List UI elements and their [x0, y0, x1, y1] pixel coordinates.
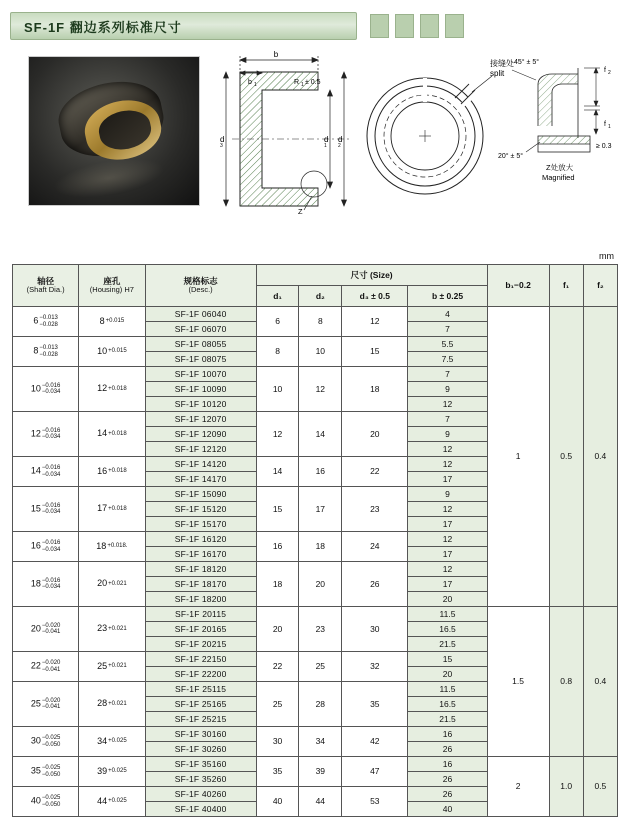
cell-housing: 44 +0.025 [79, 787, 145, 817]
cell-b: 16 [408, 727, 487, 742]
decor-block [370, 14, 389, 38]
svg-text:1: 1 [608, 124, 611, 130]
technical-drawing [200, 48, 630, 216]
cell-shaft-dia: 10 −0.016 −0.034 [13, 367, 79, 412]
header-d1: d₁ [256, 286, 299, 307]
decor-block [420, 14, 439, 38]
cell-designation: SF-1F 18200 [145, 592, 256, 607]
cell-d1: 10 [256, 367, 299, 412]
cell-designation: SF-1F 18170 [145, 577, 256, 592]
cell-d2: 12 [299, 367, 342, 412]
header-housing: 座孔 (Housing) H7 [79, 265, 145, 307]
cell-designation: SF-1F 40400 [145, 802, 256, 817]
cell-d3: 30 [342, 607, 408, 652]
cell-b: 12 [408, 532, 487, 547]
cell-shaft-dia: 6 −0.013 −0.028 [13, 307, 79, 337]
cell-d2: 23 [299, 607, 342, 652]
cell-b: 21.5 [408, 637, 487, 652]
cell-shaft-dia: 20 −0.020 −0.041 [13, 607, 79, 652]
svg-text:f: f [604, 121, 606, 128]
header-d2: d₂ [299, 286, 342, 307]
cell-b: 17 [408, 577, 487, 592]
cell-f2: 0.5 [583, 757, 617, 817]
cell-b: 16 [408, 757, 487, 772]
cell-designation: SF-1F 10070 [145, 367, 256, 382]
cell-d1: 35 [256, 757, 299, 787]
cell-b: 26 [408, 787, 487, 802]
cell-f1: 0.5 [549, 307, 583, 607]
svg-text:45° ± 5°: 45° ± 5° [514, 59, 540, 66]
cell-designation: SF-1F 12090 [145, 427, 256, 442]
cell-housing: 23 +0.021 [79, 607, 145, 652]
cell-f1: 0.8 [549, 607, 583, 757]
cell-designation: SF-1F 18120 [145, 562, 256, 577]
cell-housing: 39 +0.025 [79, 757, 145, 787]
cell-b: 12 [408, 457, 487, 472]
cell-designation: SF-1F 25165 [145, 697, 256, 712]
cell-shaft-dia: 15 −0.016 −0.034 [13, 487, 79, 532]
cell-b: 11.5 [408, 607, 487, 622]
svg-text:R: R [294, 79, 300, 86]
cell-housing: 20 +0.021 [79, 562, 145, 607]
cell-d1: 6 [256, 307, 299, 337]
cell-b: 21.5 [408, 712, 487, 727]
cell-d3: 15 [342, 337, 408, 367]
cell-designation: SF-1F 10090 [145, 382, 256, 397]
cell-designation: SF-1F 22200 [145, 667, 256, 682]
svg-text:2: 2 [608, 70, 611, 76]
cell-designation: SF-1F 30160 [145, 727, 256, 742]
table-row [13, 607, 618, 622]
cell-designation: SF-1F 40260 [145, 787, 256, 802]
cell-d1: 22 [256, 652, 299, 682]
cell-designation: SF-1F 12120 [145, 442, 256, 457]
cell-b: 20 [408, 592, 487, 607]
cell-b: 7.5 [408, 352, 487, 367]
svg-text:1: 1 [254, 82, 257, 88]
cell-d3: 42 [342, 727, 408, 757]
svg-text:Magnified: Magnified [542, 173, 575, 182]
cell-housing: 28 +0.021 [79, 682, 145, 727]
svg-text:f: f [604, 67, 606, 74]
cell-d2: 39 [299, 757, 342, 787]
cell-shaft-dia: 12 −0.016 −0.034 [13, 412, 79, 457]
header-f1: f₁ [549, 265, 583, 307]
cell-shaft-dia: 30 −0.025 −0.050 [13, 727, 79, 757]
cell-shaft-dia: 14 −0.016 −0.034 [13, 457, 79, 487]
bushing-photo [28, 56, 200, 206]
cell-b: 12 [408, 562, 487, 577]
cell-shaft-dia: 22 −0.020 −0.041 [13, 652, 79, 682]
cell-designation: SF-1F 15170 [145, 517, 256, 532]
cell-b1: 1 [487, 307, 549, 607]
cell-designation: SF-1F 12070 [145, 412, 256, 427]
spec-table [12, 264, 618, 817]
cell-shaft-dia: 8 −0.013 −0.028 [13, 337, 79, 367]
header-shaft: 轴径 (Shaft Dia.) [13, 265, 79, 307]
cell-b: 12 [408, 442, 487, 457]
table-row [13, 757, 618, 772]
header-decor-blocks [370, 14, 464, 38]
svg-text:b: b [248, 79, 252, 86]
cell-d3: 12 [342, 307, 408, 337]
svg-text:± 0.5: ± 0.5 [305, 79, 321, 86]
cell-d3: 18 [342, 367, 408, 412]
cell-housing: 8 +0.015 [79, 307, 145, 337]
cell-designation: SF-1F 20115 [145, 607, 256, 622]
cell-d3: 53 [342, 787, 408, 817]
cell-d2: 25 [299, 652, 342, 682]
cell-designation: SF-1F 22150 [145, 652, 256, 667]
cell-d1: 30 [256, 727, 299, 757]
cell-housing: 12 +0.018 [79, 367, 145, 412]
svg-text:≥ 0.3: ≥ 0.3 [596, 143, 612, 150]
cell-b: 9 [408, 427, 487, 442]
cell-d2: 14 [299, 412, 342, 457]
cell-d3: 26 [342, 562, 408, 607]
cell-designation: SF-1F 25215 [145, 712, 256, 727]
svg-text:1: 1 [324, 143, 327, 149]
cell-f1: 1.0 [549, 757, 583, 817]
cell-d1: 40 [256, 787, 299, 817]
cell-designation: SF-1F 35260 [145, 772, 256, 787]
page-title: SF-1F 翻边系列标准尺寸 [24, 20, 182, 35]
cell-d2: 8 [299, 307, 342, 337]
cell-d3: 47 [342, 757, 408, 787]
cell-d2: 28 [299, 682, 342, 727]
cell-designation: SF-1F 16170 [145, 547, 256, 562]
header-b1: b₁−0.2 [487, 265, 549, 307]
cell-b: 20 [408, 667, 487, 682]
cell-f2: 0.4 [583, 607, 617, 757]
header-size: 尺寸 (Size) [256, 265, 487, 286]
svg-text:2: 2 [338, 143, 341, 149]
cell-d2: 17 [299, 487, 342, 532]
cell-designation: SF-1F 08075 [145, 352, 256, 367]
cell-b: 16.5 [408, 622, 487, 637]
svg-text:1: 1 [301, 82, 304, 88]
cell-d2: 16 [299, 457, 342, 487]
cell-b1: 1.5 [487, 607, 549, 757]
cell-b: 12 [408, 397, 487, 412]
cell-shaft-dia: 25 −0.020 −0.041 [13, 682, 79, 727]
cell-b1: 2 [487, 757, 549, 817]
svg-text:Z: Z [298, 207, 303, 216]
cell-d3: 20 [342, 412, 408, 457]
cell-designation: SF-1F 20165 [145, 622, 256, 637]
cell-housing: 10 +0.015 [79, 337, 145, 367]
table-header-row [13, 265, 618, 286]
cell-d2: 34 [299, 727, 342, 757]
cell-b: 16.5 [408, 697, 487, 712]
cell-d1: 25 [256, 682, 299, 727]
cell-d1: 16 [256, 532, 299, 562]
header-f2: f₂ [583, 265, 617, 307]
cell-designation: SF-1F 06040 [145, 307, 256, 322]
cell-d2: 18 [299, 532, 342, 562]
cell-b: 11.5 [408, 682, 487, 697]
cell-designation: SF-1F 35160 [145, 757, 256, 772]
cell-b: 26 [408, 772, 487, 787]
cell-d1: 14 [256, 457, 299, 487]
svg-text:Z处放大: Z处放大 [546, 163, 574, 172]
cell-d1: 15 [256, 487, 299, 532]
cell-designation: SF-1F 25115 [145, 682, 256, 697]
unit-label: mm [599, 251, 614, 261]
cell-d3: 24 [342, 532, 408, 562]
decor-block [445, 14, 464, 38]
cell-b: 7 [408, 412, 487, 427]
cell-b: 7 [408, 322, 487, 337]
cell-b: 17 [408, 472, 487, 487]
cell-housing: 14 +0.018 [79, 412, 145, 457]
cell-designation: SF-1F 16120 [145, 532, 256, 547]
cell-d3: 35 [342, 682, 408, 727]
cell-d1: 12 [256, 412, 299, 457]
svg-text:split: split [490, 69, 505, 78]
cell-housing: 25 +0.021 [79, 652, 145, 682]
cell-f2: 0.4 [583, 307, 617, 607]
header-b: b ± 0.25 [408, 286, 487, 307]
cell-designation: SF-1F 08055 [145, 337, 256, 352]
cell-designation: SF-1F 10120 [145, 397, 256, 412]
cell-housing: 17 +0.018 [79, 487, 145, 532]
svg-text:20° ± 5°: 20° ± 5° [498, 153, 524, 160]
cell-d2: 44 [299, 787, 342, 817]
svg-text:接缝处: 接缝处 [490, 59, 514, 68]
header-d3: d₃ ± 0.5 [342, 286, 408, 307]
cell-b: 9 [408, 382, 487, 397]
cell-b: 26 [408, 742, 487, 757]
cell-designation: SF-1F 30260 [145, 742, 256, 757]
svg-text:3: 3 [220, 143, 223, 149]
cell-b: 4 [408, 307, 487, 322]
svg-text:d: d [338, 135, 343, 144]
page-header [10, 8, 620, 42]
svg-text:d: d [324, 135, 329, 144]
cell-shaft-dia: 18 −0.016 −0.034 [13, 562, 79, 607]
cell-designation: SF-1F 20215 [145, 637, 256, 652]
cell-housing: 18 +0.018. [79, 532, 145, 562]
cell-shaft-dia: 16 −0.016 −0.034 [13, 532, 79, 562]
cell-housing: 16 +0.018 [79, 457, 145, 487]
cell-d3: 23 [342, 487, 408, 532]
cell-designation: SF-1F 14170 [145, 472, 256, 487]
cell-d1: 8 [256, 337, 299, 367]
decor-block [395, 14, 414, 38]
header-desc: 规格标志 (Desc.) [145, 265, 256, 307]
cell-b: 40 [408, 802, 487, 817]
svg-text:b: b [273, 50, 279, 59]
cell-b: 7 [408, 367, 487, 382]
table-row [13, 307, 618, 322]
cell-housing: 34 +0.025 [79, 727, 145, 757]
cell-d2: 10 [299, 337, 342, 367]
table-body [13, 307, 618, 817]
cell-designation: SF-1F 14120 [145, 457, 256, 472]
svg-text:d: d [220, 135, 225, 144]
cell-b: 17 [408, 547, 487, 562]
cell-b: 5.5 [408, 337, 487, 352]
cell-d2: 20 [299, 562, 342, 607]
illustration-band [10, 48, 620, 218]
cell-shaft-dia: 35 −0.025 −0.050 [13, 757, 79, 787]
cell-shaft-dia: 40 −0.025 −0.050 [13, 787, 79, 817]
cell-b: 9 [408, 487, 487, 502]
cell-d1: 20 [256, 607, 299, 652]
cell-b: 17 [408, 517, 487, 532]
cell-d1: 18 [256, 562, 299, 607]
photo-reflection [51, 152, 167, 205]
cell-d3: 32 [342, 652, 408, 682]
cell-designation: SF-1F 15090 [145, 487, 256, 502]
cell-b: 12 [408, 502, 487, 517]
cell-d3: 22 [342, 457, 408, 487]
cell-designation: SF-1F 15120 [145, 502, 256, 517]
cell-designation: SF-1F 06070 [145, 322, 256, 337]
cell-b: 15 [408, 652, 487, 667]
